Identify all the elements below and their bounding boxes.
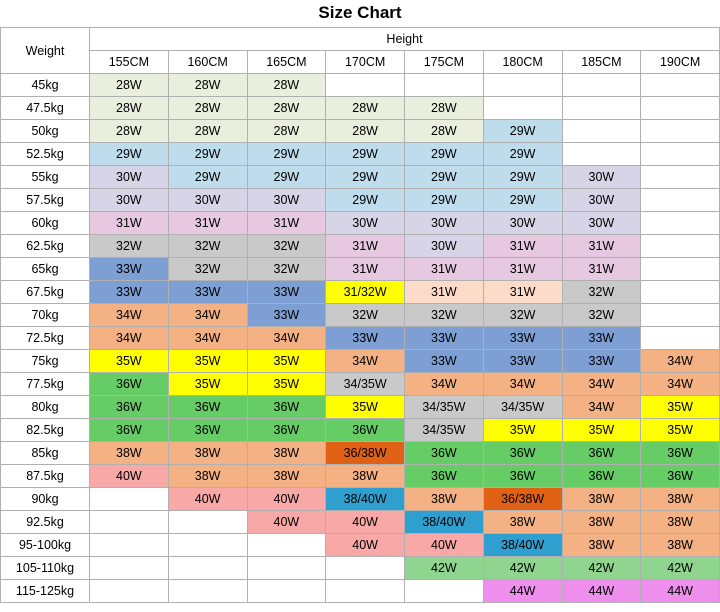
size-cell: 29W bbox=[326, 143, 405, 166]
size-cell: 38/40W bbox=[326, 488, 405, 511]
size-cell: 28W bbox=[168, 97, 247, 120]
size-cell: 29W bbox=[405, 143, 484, 166]
size-cell: 38W bbox=[562, 534, 641, 557]
size-cell: 35W bbox=[90, 350, 169, 373]
weight-label: 95-100kg bbox=[1, 534, 90, 557]
column-header-165cm: 165CM bbox=[247, 51, 326, 74]
size-cell: 28W bbox=[247, 120, 326, 143]
size-cell: 36W bbox=[326, 419, 405, 442]
weight-label: 55kg bbox=[1, 166, 90, 189]
column-header-185cm: 185CM bbox=[562, 51, 641, 74]
size-cell: 36W bbox=[247, 396, 326, 419]
size-cell: 38/40W bbox=[405, 511, 484, 534]
size-cell: 35W bbox=[562, 419, 641, 442]
weight-label: 62.5kg bbox=[1, 235, 90, 258]
size-cell: 40W bbox=[168, 488, 247, 511]
weight-label: 115-125kg bbox=[1, 580, 90, 603]
size-cell bbox=[90, 557, 169, 580]
size-cell: 29W bbox=[483, 143, 562, 166]
size-cell: 44W bbox=[562, 580, 641, 603]
size-cell bbox=[562, 97, 641, 120]
size-cell: 44W bbox=[641, 580, 720, 603]
size-cell: 33W bbox=[562, 327, 641, 350]
size-cell: 44W bbox=[483, 580, 562, 603]
size-cell: 29W bbox=[405, 166, 484, 189]
size-cell: 36W bbox=[90, 373, 169, 396]
size-cell: 38W bbox=[247, 465, 326, 488]
weight-label: 72.5kg bbox=[1, 327, 90, 350]
table-row bbox=[1, 488, 720, 511]
size-cell: 33W bbox=[247, 281, 326, 304]
size-cell: 28W bbox=[90, 97, 169, 120]
size-cell: 31W bbox=[168, 212, 247, 235]
table-row bbox=[1, 281, 720, 304]
size-chart-table bbox=[0, 27, 720, 603]
size-cell: 34W bbox=[247, 327, 326, 350]
size-cell bbox=[247, 557, 326, 580]
weight-label: 60kg bbox=[1, 212, 90, 235]
weight-label: 75kg bbox=[1, 350, 90, 373]
size-cell: 34W bbox=[641, 373, 720, 396]
size-cell: 34W bbox=[641, 350, 720, 373]
size-cell: 35W bbox=[247, 350, 326, 373]
size-cell: 32W bbox=[247, 258, 326, 281]
weight-label: 105-110kg bbox=[1, 557, 90, 580]
size-cell: 34W bbox=[90, 327, 169, 350]
size-cell: 28W bbox=[326, 97, 405, 120]
size-cell bbox=[405, 74, 484, 97]
size-cell bbox=[247, 534, 326, 557]
size-cell: 30W bbox=[562, 166, 641, 189]
table-row bbox=[1, 143, 720, 166]
size-cell: 38W bbox=[641, 488, 720, 511]
size-cell: 34W bbox=[326, 350, 405, 373]
table-row bbox=[1, 580, 720, 603]
size-cell bbox=[483, 74, 562, 97]
header-row-group bbox=[1, 28, 720, 51]
size-cell: 32W bbox=[90, 235, 169, 258]
size-cell: 40W bbox=[247, 488, 326, 511]
size-cell bbox=[90, 534, 169, 557]
size-cell: 28W bbox=[168, 120, 247, 143]
weight-label: 45kg bbox=[1, 74, 90, 97]
size-cell: 29W bbox=[483, 166, 562, 189]
size-cell: 32W bbox=[168, 258, 247, 281]
size-cell: 33W bbox=[483, 350, 562, 373]
column-header-190cm: 190CM bbox=[641, 51, 720, 74]
size-cell: 33W bbox=[247, 304, 326, 327]
size-cell bbox=[641, 235, 720, 258]
size-cell: 29W bbox=[405, 189, 484, 212]
table-row bbox=[1, 419, 720, 442]
size-cell: 38W bbox=[405, 488, 484, 511]
size-cell: 35W bbox=[641, 419, 720, 442]
size-cell: 40W bbox=[326, 511, 405, 534]
size-cell: 29W bbox=[326, 166, 405, 189]
size-cell: 33W bbox=[483, 327, 562, 350]
size-cell: 34W bbox=[168, 304, 247, 327]
size-cell: 30W bbox=[90, 166, 169, 189]
size-cell: 33W bbox=[90, 258, 169, 281]
size-cell: 30W bbox=[405, 212, 484, 235]
size-cell: 40W bbox=[247, 511, 326, 534]
size-cell: 36W bbox=[247, 419, 326, 442]
size-cell: 29W bbox=[247, 166, 326, 189]
table-row bbox=[1, 442, 720, 465]
column-header-170cm: 170CM bbox=[326, 51, 405, 74]
size-cell: 35W bbox=[641, 396, 720, 419]
size-cell: 40W bbox=[405, 534, 484, 557]
size-cell: 31W bbox=[562, 235, 641, 258]
size-cell bbox=[641, 166, 720, 189]
size-cell: 35W bbox=[483, 419, 562, 442]
size-cell: 40W bbox=[90, 465, 169, 488]
size-cell: 36/38W bbox=[483, 488, 562, 511]
table-row bbox=[1, 511, 720, 534]
weight-label: 70kg bbox=[1, 304, 90, 327]
size-cell: 38/40W bbox=[483, 534, 562, 557]
size-cell bbox=[90, 511, 169, 534]
table-row bbox=[1, 235, 720, 258]
size-cell: 34W bbox=[562, 373, 641, 396]
size-cell: 34/35W bbox=[326, 373, 405, 396]
size-cell: 28W bbox=[405, 97, 484, 120]
size-cell bbox=[168, 511, 247, 534]
size-cell: 34W bbox=[168, 327, 247, 350]
page-title: Size Chart bbox=[318, 3, 402, 22]
size-cell: 32W bbox=[326, 304, 405, 327]
size-cell: 36W bbox=[641, 442, 720, 465]
size-cell: 33W bbox=[326, 327, 405, 350]
size-cell: 42W bbox=[405, 557, 484, 580]
size-cell: 36W bbox=[483, 442, 562, 465]
size-cell: 34W bbox=[90, 304, 169, 327]
table-row bbox=[1, 74, 720, 97]
size-cell bbox=[641, 120, 720, 143]
weight-header: Weight bbox=[1, 28, 90, 74]
size-cell bbox=[326, 557, 405, 580]
size-cell bbox=[247, 580, 326, 603]
size-cell bbox=[562, 143, 641, 166]
size-cell: 31W bbox=[483, 258, 562, 281]
size-cell: 34W bbox=[562, 396, 641, 419]
size-cell: 36W bbox=[168, 419, 247, 442]
size-cell: 32W bbox=[247, 235, 326, 258]
size-cell bbox=[641, 74, 720, 97]
weight-label: 80kg bbox=[1, 396, 90, 419]
size-cell bbox=[641, 281, 720, 304]
size-cell: 33W bbox=[562, 350, 641, 373]
size-cell: 42W bbox=[641, 557, 720, 580]
size-cell: 35W bbox=[168, 350, 247, 373]
size-cell: 32W bbox=[405, 304, 484, 327]
table-row bbox=[1, 557, 720, 580]
size-cell: 31W bbox=[326, 258, 405, 281]
size-cell: 34/35W bbox=[405, 419, 484, 442]
size-cell: 28W bbox=[168, 74, 247, 97]
size-cell bbox=[90, 580, 169, 603]
size-cell: 38W bbox=[483, 511, 562, 534]
weight-label: 57.5kg bbox=[1, 189, 90, 212]
weight-label: 50kg bbox=[1, 120, 90, 143]
size-cell: 40W bbox=[326, 534, 405, 557]
size-cell: 36W bbox=[405, 442, 484, 465]
weight-label: 90kg bbox=[1, 488, 90, 511]
size-cell: 34/35W bbox=[483, 396, 562, 419]
table-header bbox=[1, 28, 720, 74]
size-cell: 32W bbox=[562, 304, 641, 327]
weight-label: 87.5kg bbox=[1, 465, 90, 488]
size-cell: 31/32W bbox=[326, 281, 405, 304]
column-header-155cm: 155CM bbox=[90, 51, 169, 74]
size-cell: 29W bbox=[483, 189, 562, 212]
size-cell: 42W bbox=[483, 557, 562, 580]
table-row bbox=[1, 396, 720, 419]
size-cell: 28W bbox=[90, 74, 169, 97]
column-header-180cm: 180CM bbox=[483, 51, 562, 74]
size-cell: 29W bbox=[483, 120, 562, 143]
size-cell bbox=[641, 143, 720, 166]
size-cell: 32W bbox=[483, 304, 562, 327]
size-cell: 28W bbox=[247, 97, 326, 120]
table-body bbox=[1, 74, 720, 603]
size-cell: 38W bbox=[641, 511, 720, 534]
size-cell: 36W bbox=[90, 396, 169, 419]
size-cell: 38W bbox=[168, 465, 247, 488]
size-cell: 42W bbox=[562, 557, 641, 580]
header-row-columns bbox=[1, 51, 720, 74]
size-cell: 31W bbox=[405, 258, 484, 281]
table-row bbox=[1, 166, 720, 189]
size-cell: 36W bbox=[90, 419, 169, 442]
table-row bbox=[1, 304, 720, 327]
size-cell bbox=[641, 304, 720, 327]
size-cell: 38W bbox=[562, 511, 641, 534]
size-cell: 30W bbox=[326, 212, 405, 235]
size-cell: 29W bbox=[168, 166, 247, 189]
size-cell: 38W bbox=[168, 442, 247, 465]
size-cell: 35W bbox=[326, 396, 405, 419]
size-cell bbox=[168, 534, 247, 557]
size-cell: 31W bbox=[562, 258, 641, 281]
table-row bbox=[1, 189, 720, 212]
height-header: Height bbox=[90, 28, 720, 51]
size-cell: 29W bbox=[90, 143, 169, 166]
table-row bbox=[1, 465, 720, 488]
weight-label: 77.5kg bbox=[1, 373, 90, 396]
table-row bbox=[1, 327, 720, 350]
size-cell: 38W bbox=[247, 442, 326, 465]
size-cell: 33W bbox=[405, 327, 484, 350]
table-row bbox=[1, 120, 720, 143]
size-cell: 36W bbox=[168, 396, 247, 419]
size-cell: 30W bbox=[90, 189, 169, 212]
size-cell: 30W bbox=[562, 189, 641, 212]
size-cell bbox=[168, 557, 247, 580]
size-cell: 31W bbox=[326, 235, 405, 258]
size-cell: 33W bbox=[168, 281, 247, 304]
size-cell: 33W bbox=[405, 350, 484, 373]
size-cell bbox=[641, 327, 720, 350]
size-cell: 29W bbox=[168, 143, 247, 166]
size-cell bbox=[90, 488, 169, 511]
size-cell: 29W bbox=[247, 143, 326, 166]
size-cell: 31W bbox=[483, 235, 562, 258]
size-cell: 33W bbox=[90, 281, 169, 304]
weight-label: 92.5kg bbox=[1, 511, 90, 534]
size-cell bbox=[641, 212, 720, 235]
size-cell bbox=[641, 258, 720, 281]
size-cell bbox=[326, 74, 405, 97]
size-cell: 32W bbox=[168, 235, 247, 258]
table-row bbox=[1, 258, 720, 281]
size-cell: 38W bbox=[90, 442, 169, 465]
table-row bbox=[1, 373, 720, 396]
weight-label: 82.5kg bbox=[1, 419, 90, 442]
size-cell: 31W bbox=[483, 281, 562, 304]
size-cell: 28W bbox=[405, 120, 484, 143]
column-header-160cm: 160CM bbox=[168, 51, 247, 74]
size-cell: 30W bbox=[483, 212, 562, 235]
size-cell: 34/35W bbox=[405, 396, 484, 419]
weight-label: 65kg bbox=[1, 258, 90, 281]
size-cell: 30W bbox=[562, 212, 641, 235]
size-cell: 36W bbox=[562, 465, 641, 488]
table-row bbox=[1, 350, 720, 373]
size-cell: 30W bbox=[247, 189, 326, 212]
size-cell: 38W bbox=[562, 488, 641, 511]
size-cell: 31W bbox=[247, 212, 326, 235]
size-cell bbox=[483, 97, 562, 120]
weight-label: 85kg bbox=[1, 442, 90, 465]
size-cell bbox=[326, 580, 405, 603]
size-cell bbox=[168, 580, 247, 603]
size-cell: 28W bbox=[247, 74, 326, 97]
size-cell: 34W bbox=[405, 373, 484, 396]
weight-label: 47.5kg bbox=[1, 97, 90, 120]
size-cell bbox=[562, 74, 641, 97]
size-cell bbox=[562, 120, 641, 143]
size-cell bbox=[405, 580, 484, 603]
size-cell: 36W bbox=[562, 442, 641, 465]
table-row bbox=[1, 97, 720, 120]
size-cell: 36/38W bbox=[326, 442, 405, 465]
size-cell: 31W bbox=[90, 212, 169, 235]
weight-label: 67.5kg bbox=[1, 281, 90, 304]
size-cell: 32W bbox=[562, 281, 641, 304]
size-cell: 30W bbox=[168, 189, 247, 212]
size-cell: 38W bbox=[326, 465, 405, 488]
column-header-175cm: 175CM bbox=[405, 51, 484, 74]
size-cell: 36W bbox=[641, 465, 720, 488]
size-cell: 28W bbox=[326, 120, 405, 143]
size-cell bbox=[641, 189, 720, 212]
size-cell: 38W bbox=[641, 534, 720, 557]
size-cell: 31W bbox=[405, 281, 484, 304]
weight-label: 52.5kg bbox=[1, 143, 90, 166]
table-row bbox=[1, 212, 720, 235]
table-row bbox=[1, 534, 720, 557]
size-cell: 36W bbox=[405, 465, 484, 488]
size-cell: 36W bbox=[483, 465, 562, 488]
size-cell: 35W bbox=[247, 373, 326, 396]
size-cell: 29W bbox=[326, 189, 405, 212]
size-cell bbox=[641, 97, 720, 120]
size-cell: 35W bbox=[168, 373, 247, 396]
size-cell: 34W bbox=[483, 373, 562, 396]
size-cell: 28W bbox=[90, 120, 169, 143]
size-cell: 30W bbox=[405, 235, 484, 258]
